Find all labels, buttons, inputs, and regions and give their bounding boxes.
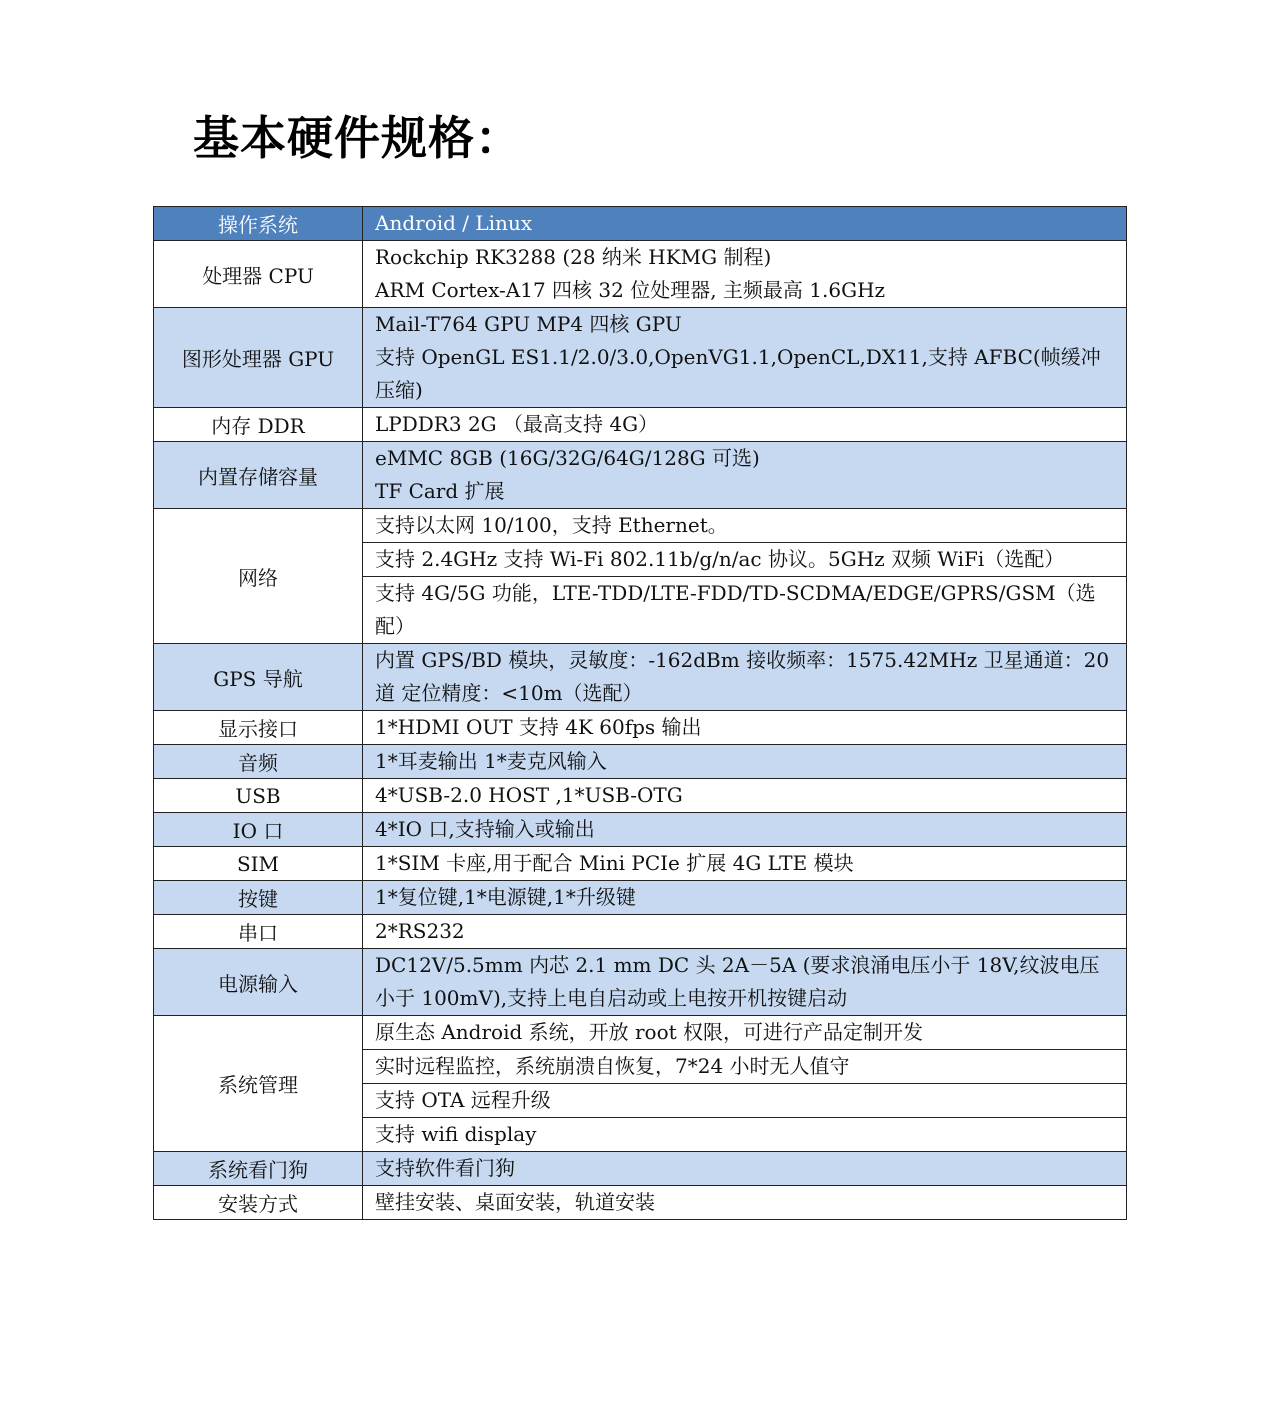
spec-value [363,207,1127,241]
spec-line: 支持 4G/5G 功能，LTE-TDD/LTE-FDD/TD-SCDMA/EDGE/GPRS/GSM（选配） [375,581,1096,638]
spec-line: 壁挂安装、桌面安装，轨道安装 [375,1190,655,1214]
spec-value [363,847,1127,881]
spec-line: 4*IO 口,支持输入或输出 [375,817,595,841]
spec-label: 音频 [154,745,363,779]
spec-value [363,408,1127,442]
spec-label: USB [154,779,363,813]
spec-value [363,1118,1127,1152]
spec-value [363,308,1127,408]
spec-value [363,779,1127,813]
table-row-install [154,1186,1127,1220]
spec-value [363,543,1127,577]
table-row-ddr [154,408,1127,442]
spec-value [363,745,1127,779]
spec-label: IO 口 [154,813,363,847]
spec-line: eMMC 8GB (16G/32G/64G/128G 可选) [375,446,760,470]
spec-value [363,241,1127,308]
spec-line: 支持 OpenGL ES1.1/2.0/3.0,OpenVG1.1,OpenCL,DX11,支持 AFBC(帧缓冲压缩) [375,345,1101,402]
table-row-gps [154,644,1127,711]
spec-label: 图形处理器 GPU [154,308,363,408]
spec-line: 支持以太网 10/100，支持 Ethernet。 [375,513,728,537]
spec-value [363,711,1127,745]
spec-line: TF Card 扩展 [375,479,505,503]
spec-line: 原生态 Android 系统，开放 root 权限，可进行产品定制开发 [375,1020,924,1044]
spec-label: 系统看门狗 [154,1152,363,1186]
spec-value [363,1050,1127,1084]
spec-value [363,442,1127,509]
spec-label: 操作系统 [154,207,363,241]
spec-table [153,206,1127,1220]
page-title: 基本硬件规格： [193,111,522,165]
spec-value [363,1084,1127,1118]
table-row-display [154,711,1127,745]
spec-value [363,577,1127,644]
table-row-io [154,813,1127,847]
table-row-power [154,949,1127,1016]
spec-label: GPS 导航 [154,644,363,711]
spec-line: 2*RS232 [375,919,465,943]
spec-line: 1*耳麦输出 1*麦克风输入 [375,749,607,773]
spec-line: 内置 GPS/BD 模块，灵敏度：-162dBm 接收频率：1575.42MHz 卫星通道：20 道 定位精度：<10m（选配） [375,648,1110,705]
table-row-network-1 [154,509,1127,543]
spec-line: DC12V/5.5mm 内芯 2.1 mm DC 头 2A－5A (要求浪涌电压小于 18V,纹波电压小于 100mV),支持上电自启动或上电按开机按键启动 [375,953,1100,1010]
spec-label: 系统管理 [154,1016,363,1152]
spec-line: 4*USB-2.0 HOST ,1*USB-OTG [375,783,683,807]
spec-line: 实时远程监控，系统崩溃自恢复，7*24 小时无人值守 [375,1054,850,1078]
spec-value [363,881,1127,915]
table-row-sysmgmt-1 [154,1016,1127,1050]
spec-line: 1*HDMI OUT 支持 4K 60fps 输出 [375,715,702,739]
spec-line: 支持 OTA 远程升级 [375,1088,551,1112]
spec-line: Mail-T764 GPU MP4 四核 GPU [375,312,682,336]
spec-value [363,644,1127,711]
table-row-cpu [154,241,1127,308]
spec-value [363,1152,1127,1186]
spec-line: Rockchip RK3288 (28 纳米 HKMG 制程) [375,245,772,269]
table-row-watchdog [154,1152,1127,1186]
table-row-keys [154,881,1127,915]
spec-value [363,813,1127,847]
spec-label: 内置存储容量 [154,442,363,509]
spec-value [363,1186,1127,1220]
spec-label: 电源输入 [154,949,363,1016]
spec-value [363,509,1127,543]
spec-line: 支持 2.4GHz 支持 Wi-Fi 802.11b/g/n/ac 协议。5GHz 双频 WiFi（选配） [375,547,1065,571]
spec-line: 支持 wifi display [375,1122,537,1146]
spec-line: ARM Cortex-A17 四核 32 位处理器, 主频最高 1.6GHz [375,278,886,302]
table-row-serial [154,915,1127,949]
spec-value [363,915,1127,949]
table-row-storage [154,442,1127,509]
spec-line: 1*SIM 卡座,用于配合 Mini PCIe 扩展 4G LTE 模块 [375,851,854,875]
spec-line: Android / Linux [375,211,533,235]
spec-label: SIM [154,847,363,881]
table-row-sim [154,847,1127,881]
spec-label: 安装方式 [154,1186,363,1220]
spec-line: 支持软件看门狗 [375,1156,515,1180]
spec-label: 显示接口 [154,711,363,745]
table-row-os [154,207,1127,241]
table-row-audio [154,745,1127,779]
spec-value [363,1016,1127,1050]
table-row-usb [154,779,1127,813]
spec-value [363,949,1127,1016]
spec-label: 内存 DDR [154,408,363,442]
spec-label: 串口 [154,915,363,949]
spec-label: 网络 [154,509,363,644]
spec-line: LPDDR3 2G （最高支持 4G） [375,412,659,436]
table-row-gpu [154,308,1127,408]
spec-line: 1*复位键,1*电源键,1*升级键 [375,885,636,909]
spec-label: 处理器 CPU [154,241,363,308]
spec-label: 按键 [154,881,363,915]
